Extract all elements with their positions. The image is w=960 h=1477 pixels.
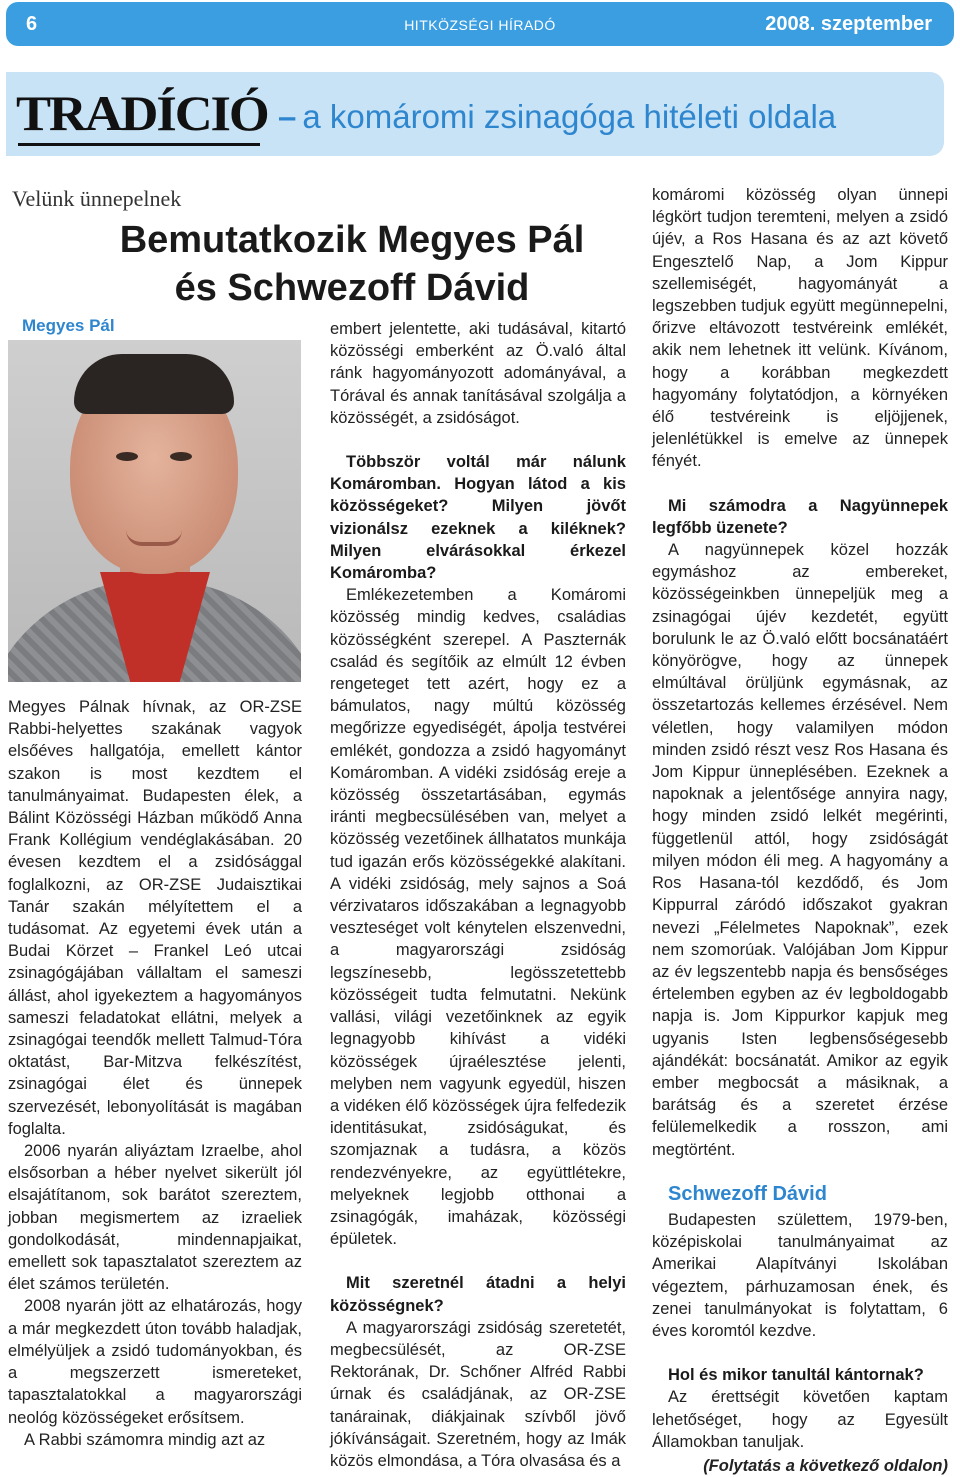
continued-note: (Folytatás a következő oldalon) [703,1456,948,1475]
interview-question: Hol és mikor tanultál kántornak? [668,1366,924,1385]
photo-left-eye [116,452,138,461]
person-name-megyes: Megyes Pál [22,316,115,335]
photo-mouth [126,530,182,546]
interview-answer: A magyarországi zsidóság szeretetét, megbecsülését, az OR-ZSE Rektorának, Dr. Schőner Alfréd Rabbi úrnak és családjának, az OR-ZSE tanárainak, diákjainak szívből jövő jókívánságait. Szeretném, hogy az Imák közös elmondása, a Tóra olvasása és a [330,1318,626,1470]
headline-line-2: és Schwezoff Dávid [174,267,530,309]
interview-question: Mi számodra a Nagyünnepek legfőbb üzenete? [652,496,948,537]
paragraph: komáromi közösség olyan ünnepi légkört tudjon teremteni, melyen a zsidó újév, a Ros Hasana és az azt követő Engesztelő Nap, a Jom Kippur szellemiségét, hagyományát a legszebben tudjuk együtt megünnepelni, őrizve eltávozott testvéreink emlékét, akik nem lehetnek itt velünk. Kívánom, hogy a korábban megkezdett hagyomány folytatódjon, a környéken élő testvéreink is eljöjjenek, jelenlétükkel is emelve az ünnepek fényét. [652,186,948,471]
person-name-schwezoff: Schwezoff Dávid [668,1182,827,1205]
paragraph: 2006 nyarán aliyáztam Izraelbe, ahol elsősorban a héber nyelvet sikerült jól elsajátítanom, sok barátot szereztem, jobban megismertem az izraeliek gondolkodását, mindennapjaikat, emellett sok tapasztalatot szereztem az élet számos területén. [8,1142,302,1294]
section-label: Velünk ünnepelnek [12,186,182,211]
paragraph: A Rabbi számomra mindig azt az [24,1430,266,1449]
page-header-bar [6,2,954,46]
interview-answer: Az érettségit követően kaptam lehetőséget, hogy az Egyesült Államokban tanuljak. [652,1388,948,1451]
publication-name: HITKÖZSÉGI HÍRADÓ [404,17,556,33]
interview-answer: A nagyünnepek közel hozzák egymáshoz az embereket, közösségeinkben ünnepeljük meg a zsinagógai újév kezdetét, együtt borulunk le az Ö.való előtt bocsánatáért könyörögve, hogy az ünnepek elmúltával örüljünk egymásnak, az összetartozás kellemes érzésével. Nem véletlen, hogy valamilyen módon minden zsidó részt vesz Ros Hasana és Jom Kippur ünneplésében. Ezeknek a napoknak a jelentősége annyira nagy, hogy minden zsidó lelkét megérinti, függetlenül attól, hogy zsidóságát milyen módon éli meg. A hagyomány a Ros Hasana-tól kezdődő, és Jom Kippurral záródó időszakot gyakran nevezi „Félelmetes Napoknak”, ezek nem szomorúak. Valójában Jom Kippur az év legszentebb napja és bensőséges értelemben egyben az év legboldogabb napja is. Jom Kippurkor kapjuk meg ugyanis Isten legbensőségesebb ajándékát: bocsánatát. Amikor az egyik ember megbocsát a másiknak, a barátság és a szeretet érzése felülemelkedik a rosszon, ami megtörtént. [652,541,948,1159]
section-banner [6,72,944,156]
paragraph: Megyes Pálnak hívnak, az OR-ZSE Rabbi-helyettes szakának vagyok elsőéves hallgatója, emellett kántor szakon is most kezdtem el tanulmányaimat. Budapesten élek, a Bálint Közösségi Házban működő Anna Frank Kollégium vendéglakásában. 20 évesen kezdtem el a zsidósággal foglalkozni, az OR-ZSE Judaisztikai Tanár szakán mélyítettem el a tudásomat. Az egyetemi évek után a Budai Körzet – Frankel Leó utcai zsinagógájában vállaltam el sameszi állást, ahol igyekeztem a hagyományos sameszi feladatokat ellátni, melyek a zsinagógai teendők mellett Talmud-Tóra oktatást, Bar-Mitzva felkészítést, zsinagógai élet és ünnepek szervezését, lebonyolítását is magában foglalta. [8,698,302,1138]
article-headline [72,216,632,312]
issue-date: 2008. szeptember [765,13,932,35]
logo-underline [18,143,260,146]
photo-hair [74,354,234,414]
tradicio-logo: TRADÍCIÓ [16,85,268,141]
article-column-1 [8,696,302,1451]
article-column-3 [652,184,948,1477]
banner-subtitle [278,98,836,136]
headline-line-1: Bemutatkozik Megyes Pál [119,219,585,261]
paragraph: 2008 nyarán jött az elhatározás, hogy a már megkezdett úton tovább haladjak, elmélyüljek a zsidó tudományokban, és a megszerzett ismereteket, tapasztalatokkal a magyarországi neológ közösségeket erősítsem. [8,1297,302,1427]
page-number: 6 [26,13,38,35]
interview-question: Mit szeretnél átadni a helyi közösségnek? [330,1274,626,1315]
banner-subtitle-text: a komáromi zsinagóga hitéleti oldala [302,98,837,135]
interview-question: Többször voltál már nálunk Komáromban. Hogyan látod a kis közösségeket? Milyen jövőt vizionálsz ezeknek a kiléknek? Milyen elvárásokkal érkezel Komáromba? [330,453,626,583]
interview-answer: Emlékezetemben a Komáromi közösség mindig kedves, családias közösségként szerepel. A Paszternák család és segítőik az elmúlt 12 évben rengeteget tett azért, hogy ez a bámulatos, nagy múltú közösség megőrizze egyediségét, ápolja testvérei emlékét, gondozza a zsidó hagyományt Komáromban. A vidéki zsidóság ereje a közösség összetartásában, egymás iránti megbecsülésében van, melyet a közösség vezetőinek állhatatos munkája tud igazán erős közösségekké alakítani. A vidéki zsidóság, mely sajnos a Soá vérzivataros időszakában a legnagyobb veszteséget volt kénytelen elszenvedni, a magyarországi zsidóság legszínesebb, legösszetettebb közösségeit tudta felmutatni. Nekünk vallási, világi vezetőinknek az egyik legnagyobb kihívást a vidéki közösségek újraélesztése jelenti, melyben nem vagyunk egyedül, hiszen a vidéken élő közösségek újra felfedezik identitásukat, zsidóságukat, és szomjaznak a tudásra, a közös rendezvényekre, az együttlétekre, melyeknek legjobb otthonai a zsinagógák, imaházak, közösségi épületek. [330,586,626,1249]
paragraph: embert jelentette, aki tudásával, kitartó közösségi emberként az Ö.való által ránk hagyományozott adományával, a Tórával és annak tanításával szolgálja a közösségét, a zsidóságot. [330,320,626,427]
article-column-2 [330,318,626,1472]
photo-right-eye [170,452,192,461]
banner-dash: – [278,98,297,135]
portrait-photo [8,340,301,682]
interview-answer: Budapesten születtem, 1979-ben, középiskolai tanulmányaimat az Amerikai Alapítványi Iskolában végeztem, párhuzamosan ének, és zenei tanulmányokat is folytattam, 6 éves koromtól kezdve. [652,1210,948,1340]
